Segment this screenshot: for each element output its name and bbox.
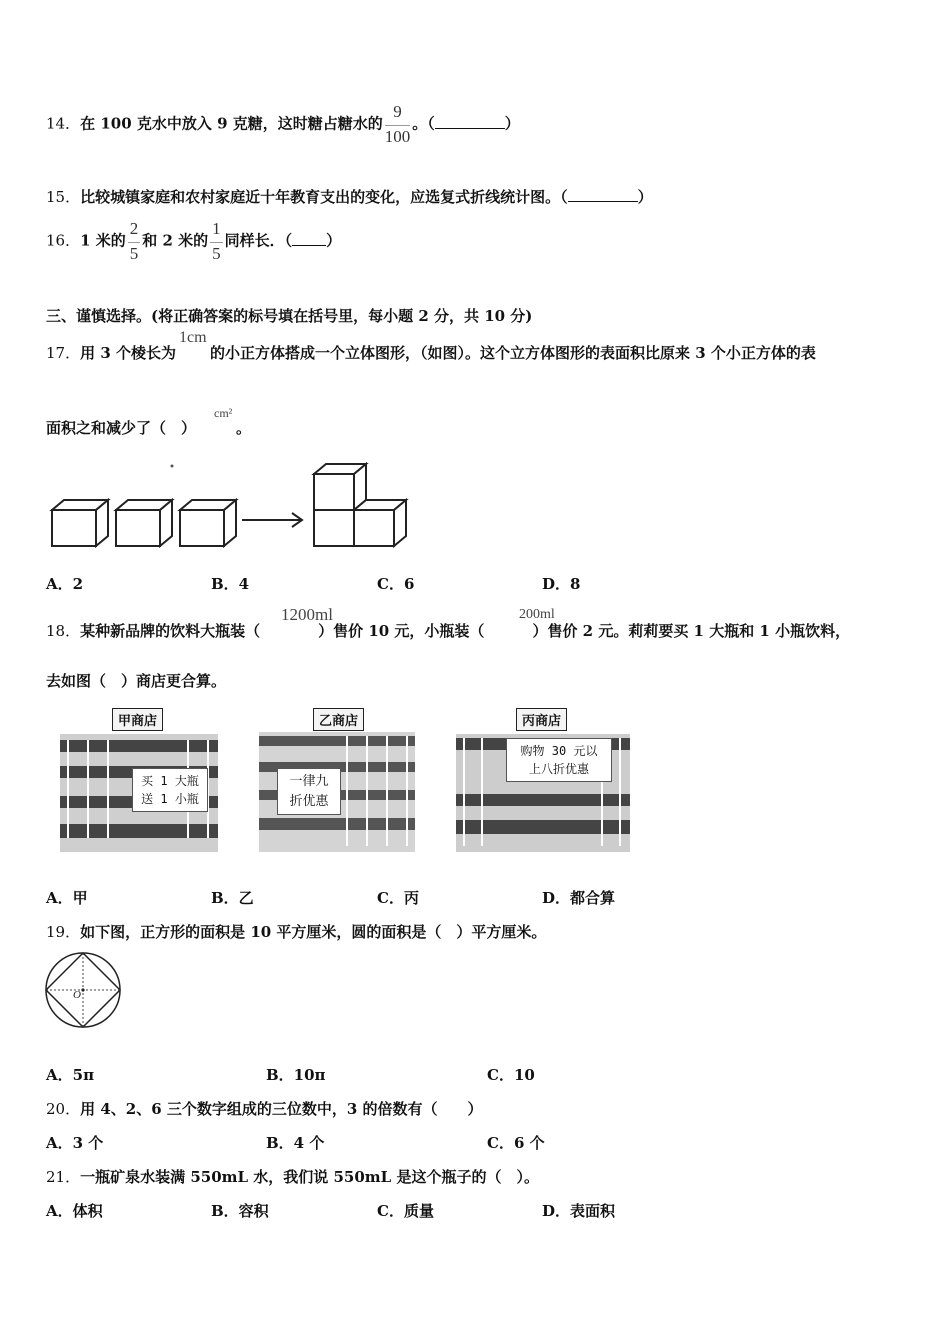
option-b[interactable]: B．4 个 — [266, 1134, 325, 1152]
option-c[interactable]: C．丙 — [377, 889, 419, 907]
question-21: 21．一瓶矿泉水装满 550mL 水，我们说 550mL 是这个瓶子的（ ）。 — [46, 1168, 539, 1186]
question-text: 在 100 克水中放入 9 克糖，这时糖占糖水的 — [80, 114, 383, 133]
question-17: 17．用 3 个棱长为 的小正方体搭成一个立体图形，（如图）。这个立方体图形的表面积比原来 3 个小正方体的表 — [46, 344, 816, 362]
shop-image-yi — [257, 706, 417, 854]
option-c[interactable]: C．6 个 — [487, 1134, 545, 1152]
fraction: $\frac{9}{100}$ — [384, 102, 411, 146]
option-b[interactable]: B．容积 — [211, 1202, 269, 1220]
question-17-line2: 面积之和减少了（ ） 。 — [46, 419, 252, 437]
shop-image-bing — [452, 706, 632, 854]
answer-blank[interactable] — [435, 116, 505, 129]
question-number: 19． — [46, 923, 81, 941]
option-c[interactable]: C．质量 — [377, 1202, 434, 1220]
option-b[interactable]: B．4 — [211, 575, 250, 593]
option-a[interactable]: A．3 个 — [46, 1134, 104, 1152]
answer-blank[interactable] — [292, 233, 326, 246]
option-a[interactable]: A．体积 — [46, 1202, 103, 1220]
option-a[interactable]: A．5π — [46, 1066, 95, 1084]
question-text: 比较城镇家庭和农村家庭近十年教育支出的变化，应选复式折线统计图。（ — [80, 188, 568, 206]
shop-sign: 甲商店 — [112, 708, 163, 731]
fraction: $\frac{2}{5}$ — [129, 219, 139, 263]
question-18-line2: 去如图（ ）商店更合算。 — [46, 672, 227, 690]
option-d[interactable]: D．8 — [542, 575, 581, 593]
section-header: 三、谨慎选择。(将正确答案的标号填在括号里，每小题 2 分，共 10 分) — [46, 307, 533, 325]
option-b[interactable]: B．10π — [266, 1066, 326, 1084]
fraction: $\frac{1}{5}$ — [212, 219, 221, 263]
cube — [180, 500, 236, 546]
question-number: 18． — [46, 622, 81, 640]
option-b[interactable]: B．乙 — [211, 889, 254, 907]
option-c[interactable]: C．6 — [377, 575, 415, 593]
cube-diagram — [46, 458, 416, 553]
question-20: 20．用 4、2、6 三个数字组成的三位数中，3 的倍数有（ ） — [46, 1100, 483, 1118]
unit-label: cm² — [214, 406, 233, 420]
question-number: 14． — [46, 114, 81, 133]
shop-promo: 购物 30 元以 上八折优惠 — [506, 738, 612, 782]
option-d[interactable]: D．表面积 — [542, 1202, 616, 1220]
question-14: 14．在 100 克水中放入 9 克糖，这时糖占糖水的 $\frac{9}{100}$ 。（ ） — [46, 102, 520, 146]
center-label: O — [73, 989, 81, 1001]
shop-sign: 丙商店 — [516, 708, 567, 731]
question-number: 15． — [46, 188, 81, 206]
unit-label: 1cm — [179, 329, 207, 346]
question-number: 16． — [46, 231, 81, 250]
cube — [116, 500, 172, 546]
option-a[interactable]: A．甲 — [46, 889, 88, 907]
option-a[interactable]: A．2 — [46, 575, 84, 593]
answer-blank[interactable] — [568, 189, 638, 202]
combined-cubes — [314, 464, 406, 546]
arrow — [242, 513, 302, 527]
question-15: 15．比较城镇家庭和农村家庭近十年教育支出的变化，应选复式折线统计图。（ ） — [46, 188, 653, 206]
question-number: 17． — [46, 344, 81, 362]
cube — [52, 500, 108, 546]
question-number: 21． — [46, 1168, 81, 1186]
question-18: 18．某种新品牌的饮料大瓶装（ ）售价 10 元，小瓶装（ ）售价 2 元。莉莉要买 1 大瓶和 1 小瓶饮料， — [46, 622, 851, 640]
question-19: 19．如下图，正方形的面积是 10 平方厘米，圆的面积是（ ）平方厘米。 — [46, 923, 547, 941]
shop-promo: 买 1 大瓶 送 1 小瓶 — [132, 768, 208, 812]
unit-label: 1200ml — [281, 605, 333, 624]
shop-sign: 乙商店 — [313, 708, 364, 731]
shop-image-jia — [58, 706, 220, 854]
shop-promo: 一律九 折优惠 — [277, 768, 341, 815]
circle-square-diagram — [44, 951, 124, 1031]
option-d[interactable]: D．都合算 — [542, 889, 616, 907]
question-number: 20． — [46, 1100, 81, 1118]
option-c[interactable]: C．10 — [487, 1066, 535, 1084]
unit-label: 200ml — [519, 607, 555, 622]
question-16: 16．1 米的 $\frac{2}{5}$ 和 2 米的 $\frac{1}{5}$ 同样长．（ ） — [46, 219, 342, 263]
